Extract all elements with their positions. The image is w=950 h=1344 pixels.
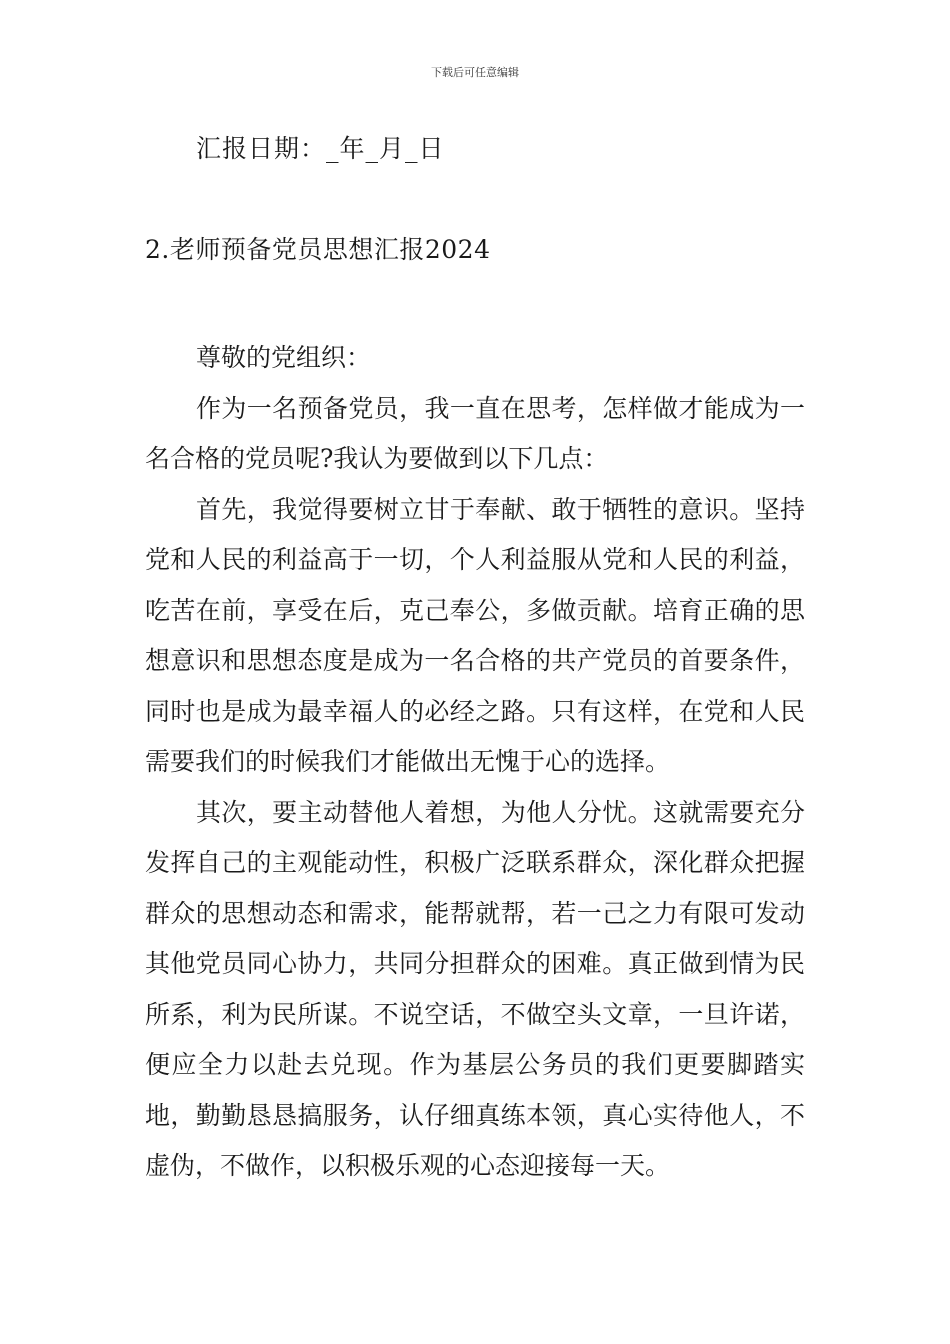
paragraph-second-point: 其次，要主动替他人着想，为他人分忧。这就需要充分发挥自己的主观能动性，积极广泛联系群众，深化群众把握群众的思想动态和需求，能帮就帮，若一己之力有限可发动其他党员同心协力，共同分担群众的困难。真正做到情为民所系，利为民所谋。不说空话，不做空头文章，一旦许诺，便应全力以赴去兑现。作为基层公务员的我们更要脚踏实地，勤勤恳恳搞服务，认仔细真练本领，真心实待他人，不虚伪，不做作，以积极乐观的心态迎接每一天。 [145,797,805,1180]
page-header-note: 下载后可任意编辑 [431,66,519,79]
letter-body [145,333,805,1192]
salutation: 尊敬的党组织： [196,343,372,372]
paragraph-intro: 作为一名预备党员，我一直在思考，怎样做才能成为一名合格的党员呢?我认为要做到以下几点： [145,393,805,473]
report-date-line: 汇报日期：_年_月_日 [196,134,445,163]
section-heading: 2.老师预备党员思想汇报2024 [145,235,491,264]
paragraph-first-point: 首先，我觉得要树立甘于奉献、敢于牺牲的意识。坚持党和人民的利益高于一切，个人利益服从党和人民的利益，吃苦在前，享受在后，克己奉公，多做贡献。培育正确的思想意识和思想态度是成为一名合格的共产党员的首要条件，同时也是成为最幸福人的必经之路。只有这样，在党和人民需要我们的时候我们才能做出无愧于心的选择。 [145,494,805,776]
